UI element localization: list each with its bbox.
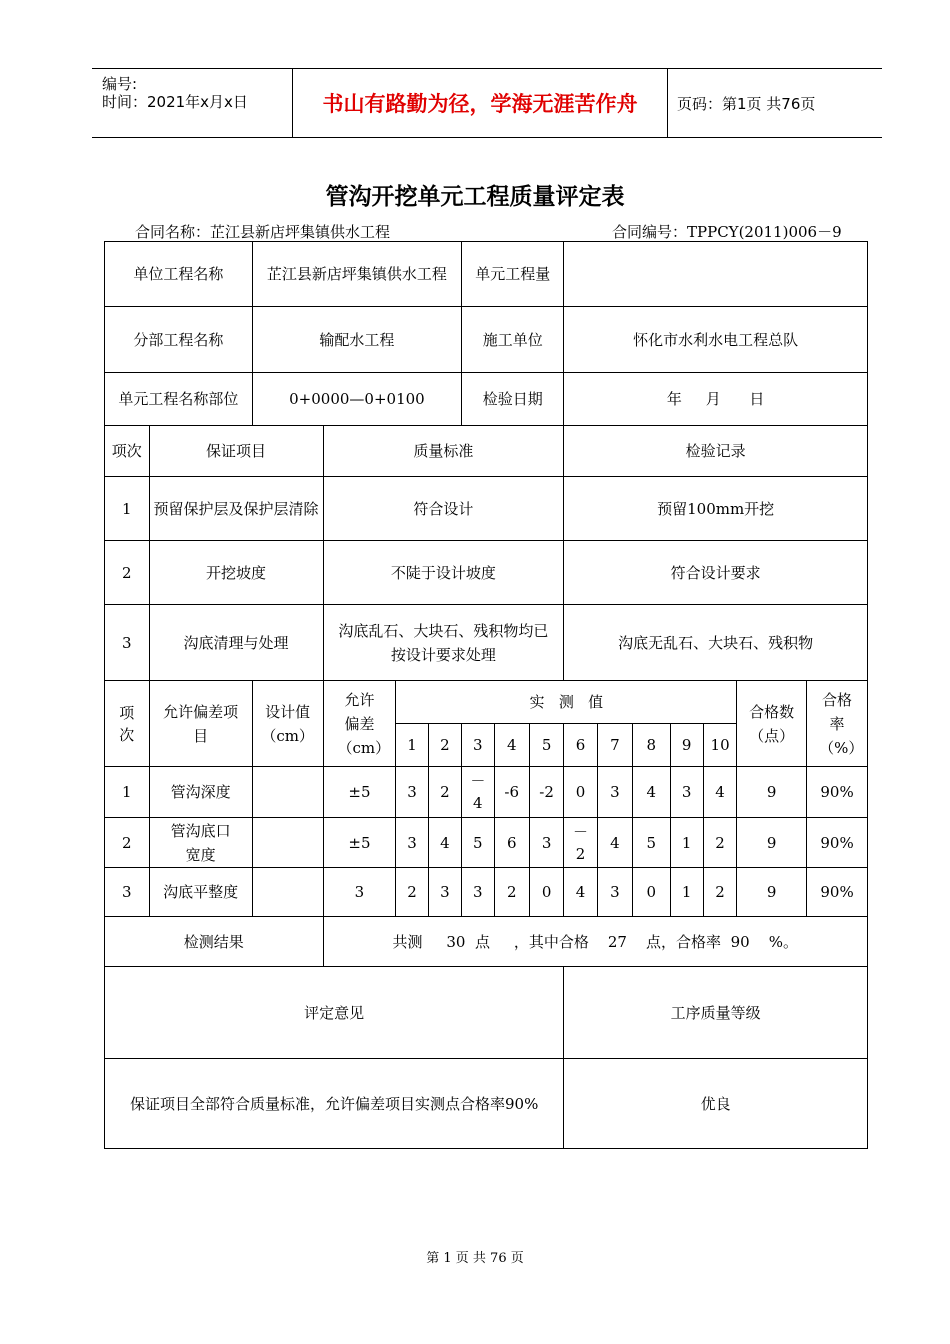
deviation-allow-header: 允许偏差（cm） [323,681,396,767]
measured-value: 2 [494,868,529,917]
result-text: 共测 30 点 ，其中合格 27 点，合格率 90 %。 [323,917,867,967]
guarantee-item: 开挖坡度 [149,541,323,605]
measured-value: 0 [564,767,597,818]
measured-value: 4 [597,818,632,868]
header-band [92,68,882,138]
measured-value: 1 [670,868,703,917]
measured-value: 6 [494,818,529,868]
deviation-no: 3 [105,868,150,917]
grade-label: 工序质量等级 [564,967,868,1059]
date-value: 年 月 日 [564,373,868,426]
measured-value: 2 [396,868,428,917]
measured-value: －2 [564,818,597,868]
measured-col-header: 5 [529,724,563,767]
measured-col-header: 2 [428,724,461,767]
measured-value: 3 [428,868,461,917]
code-label: 编号: [102,75,138,93]
measured-value: 4 [703,767,736,818]
unit-project-value: 芷江县新店坪集镇供水工程 [252,242,461,307]
contractor-label: 施工单位 [462,307,564,373]
guarantee-standard: 符合设计 [323,477,564,541]
measured-value: 3 [597,767,632,818]
deviation-row [105,767,868,818]
pass-count: 9 [737,767,807,818]
measured-col-header: 10 [703,724,736,767]
measured-col-header: 8 [633,724,670,767]
design-value [252,868,323,917]
unit-qty-value [564,242,868,307]
measured-col-header: 7 [597,724,632,767]
design-value [252,818,323,868]
assessment-header-row [105,967,868,1059]
guarantee-record: 沟底无乱石、大块石、残积物 [564,605,868,681]
pass-rate: 90% [807,767,868,818]
guarantee-no: 2 [105,541,150,605]
deviation-item: 管沟深度 [149,767,252,818]
opinion-label: 评定意见 [105,967,564,1059]
guarantee-no: 3 [105,605,150,681]
evaluation-table [104,241,868,1149]
sub-project-value: 输配水工程 [252,307,461,373]
pass-count: 9 [737,868,807,917]
pass-count: 9 [737,818,807,868]
measured-value: 5 [462,818,494,868]
guarantee-item: 沟底清理与处理 [149,605,323,681]
guarantee-standard-header: 质量标准 [323,426,564,477]
date-label: 检验日期 [462,373,564,426]
guarantee-record: 预留100mm开挖 [564,477,868,541]
measured-value: 4 [633,767,670,818]
contract-name: 合同名称：芷江县新店坪集镇供水工程 [135,223,391,241]
measured-value: 4 [564,868,597,917]
deviation-no: 2 [105,818,150,868]
measured-col-header: 9 [670,724,703,767]
measured-value: 2 [428,767,461,818]
grade-value: 优良 [564,1059,868,1149]
measured-value: 3 [670,767,703,818]
contractor-value: 怀化市水利水电工程总队 [564,307,868,373]
measured-value: 3 [396,767,428,818]
header-meta [92,69,292,137]
design-value [252,767,323,818]
deviation-item: 管沟底口宽度 [149,818,252,868]
deviation-header-row [105,681,868,724]
guarantee-no-header: 项次 [105,426,150,477]
measured-value: 3 [597,868,632,917]
deviation-item-header: 允许偏差项目 [149,681,252,767]
measured-value: 4 [428,818,461,868]
measured-value: 0 [529,868,563,917]
guarantee-item-header: 保证项目 [149,426,323,477]
result-label: 检测结果 [105,917,324,967]
pass-rate-header: 合格率（%） [807,681,868,767]
info-row [105,242,868,307]
guarantee-standard: 沟底乱石、大块石、残积物均已按设计要求处理 [323,605,564,681]
measured-value: 0 [633,868,670,917]
deviation-design-header: 设计值（cm） [252,681,323,767]
assessment-row [105,1059,868,1149]
deviation-no: 1 [105,767,150,818]
deviation-row [105,818,868,868]
measured-header: 实 测 值 [396,681,737,724]
guarantee-standard: 不陡于设计坡度 [323,541,564,605]
unit-project-label: 单位工程名称 [105,242,253,307]
measured-col-header: 6 [564,724,597,767]
allowable-deviation: ±5 [323,818,396,868]
pass-rate: 90% [807,818,868,868]
guarantee-row [105,605,868,681]
measured-value: 3 [529,818,563,868]
unit-qty-label: 单元工程量 [462,242,564,307]
time-label: 时间：2021年x月x日 [102,93,248,111]
opinion-text: 保证项目全部符合质量标准，允许偏差项目实测点合格率90% [105,1059,564,1149]
guarantee-row [105,541,868,605]
measured-value: －4 [462,767,494,818]
guarantee-header-row [105,426,868,477]
contract-number: 合同编号：TPPCY(2011)006－9 [612,223,842,241]
measured-value: -6 [494,767,529,818]
deviation-item: 沟底平整度 [149,868,252,917]
info-row [105,373,868,426]
page-label: 页码：第1页 共76页 [677,94,816,113]
measured-value: 2 [703,818,736,868]
measured-value: 1 [670,818,703,868]
measured-value: 3 [462,868,494,917]
motto: 书山有路勤为径，学海无涯苦作舟 [292,69,668,137]
allowable-deviation: 3 [323,868,396,917]
guarantee-record: 符合设计要求 [564,541,868,605]
form-title: 管沟开挖单元工程质量评定表 [325,183,625,210]
deviation-row [105,868,868,917]
page-footer: 第 1 页 共 76 页 [426,1251,524,1266]
measured-value: -2 [529,767,563,818]
location-value: 0+0000—0+0100 [252,373,461,426]
location-label: 单元工程名称部位 [105,373,253,426]
deviation-no-header: 项次 [105,681,150,767]
result-row [105,917,868,967]
guarantee-item: 预留保护层及保护层清除 [149,477,323,541]
measured-col-header: 3 [462,724,494,767]
pass-count-header: 合格数（点） [737,681,807,767]
sub-project-label: 分部工程名称 [105,307,253,373]
allowable-deviation: ±5 [323,767,396,818]
measured-value: 2 [703,868,736,917]
guarantee-record-header: 检验记录 [564,426,868,477]
measured-value: 3 [396,818,428,868]
measured-col-header: 4 [494,724,529,767]
measured-value: 5 [633,818,670,868]
pass-rate: 90% [807,868,868,917]
info-row [105,307,868,373]
guarantee-no: 1 [105,477,150,541]
guarantee-row [105,477,868,541]
measured-col-header: 1 [396,724,428,767]
